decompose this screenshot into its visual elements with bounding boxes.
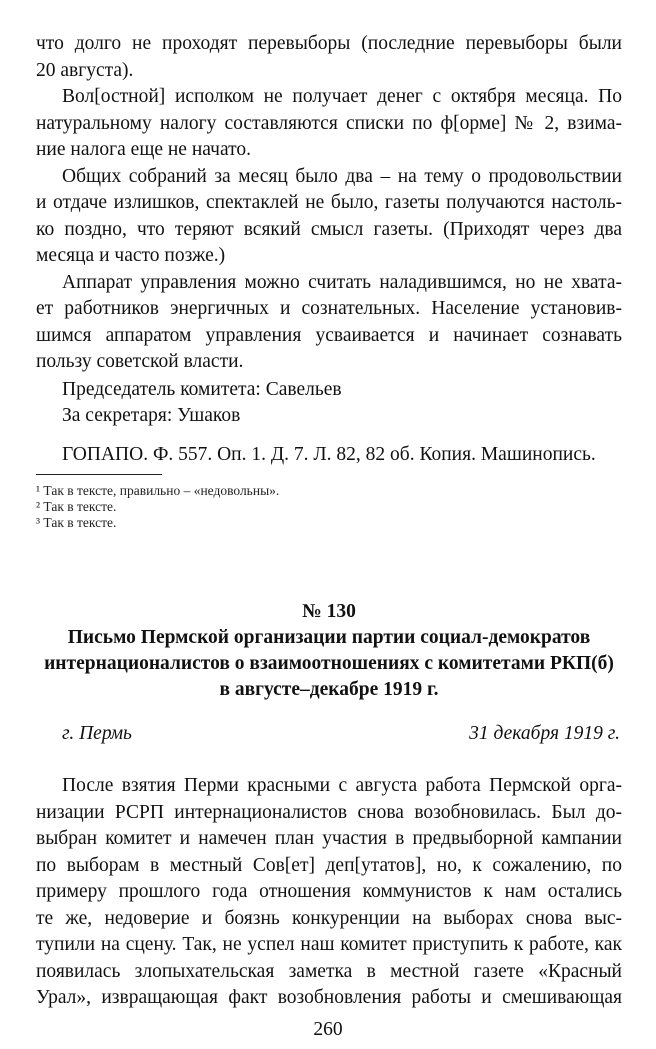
footnote: ³ Так в тексте.	[36, 515, 117, 530]
text-line: те же, недоверие и боязнь конкуренции на выборах снова выс-	[36, 908, 622, 929]
text-line: шимся аппаратом управления усваивается и начинает сознавать	[36, 325, 622, 346]
signature-chairman: Председатель комитета: Савельев	[62, 379, 342, 400]
text-line: 20 августа).	[36, 60, 134, 81]
text-line: по выборам в местный Сов[ет] деп[утатов], но, к сожалению, по	[36, 855, 622, 876]
text-line: натуральному налогу составляются списки по ф[орме] № 2, взима-	[36, 113, 622, 134]
text-line: и отдаче излишков, спектаклей не было, газеты получаются настоль-	[36, 192, 622, 213]
document-title-line: в августе–декабре 1919 г.	[219, 679, 439, 700]
document-place: г. Пермь	[62, 723, 132, 744]
document-title-line: Письмо Пермской организации партии социал-демократов	[67, 627, 591, 648]
text-line: ко поздно, что теряют всякий смысл газеты. (Приходят через два	[36, 219, 622, 240]
archive-source: ГОПАПО. Ф. 557. Оп. 1. Д. 7. Л. 82, 82 об. Копия. Машинопись.	[62, 444, 596, 465]
text-line: ние налога еще не начато.	[36, 139, 251, 160]
text-line: примеру прошлого года отношения коммунистов к нам остались	[36, 881, 622, 902]
text-line: месяца и часто позже.)	[36, 245, 226, 266]
text-line: появилась злопыхательская заметка в местной газете «Красный	[36, 961, 622, 982]
text-line: что долго не проходят перевыборы (последние перевыборы были	[36, 33, 622, 54]
text-line: выбран комитет и намечен план участия в предвыборной кампании	[36, 828, 622, 849]
document-date: 31 декабря 1919 г.	[469, 723, 620, 744]
footnote-divider	[36, 474, 162, 475]
text-line: низации РСРП интернационалистов снова возобновилась. Был до-	[36, 802, 622, 823]
text-line: Общих собраний за месяц было два – на тему о продовольствии	[62, 166, 622, 187]
text-line: Вол[остной] исполком не получает денег с октября месяца. По	[62, 86, 622, 107]
text-line: ет работников энергичных и сознательных. Население установив-	[36, 298, 622, 319]
text-line: тупили на сцену. Так, не успел наш комитет приступить к работе, как	[36, 934, 622, 955]
document-number: № 130	[302, 601, 356, 622]
footnote: ² Так в тексте.	[36, 499, 117, 514]
page-number: 260	[313, 1019, 343, 1040]
document-title-line: интернационалистов о взаимоотношениях с комитетами РКП(б)	[44, 653, 614, 674]
text-line: Урал», извращающая факт возобновления работы и смешивающая	[36, 987, 622, 1008]
text-line: пользу советской власти.	[36, 351, 244, 372]
text-line: После взятия Перми красными с августа работа Пермской орга-	[62, 775, 622, 796]
signature-secretary: За секретаря: Ушаков	[62, 405, 241, 426]
footnote: ¹ Так в тексте, правильно – «недовольны».	[36, 483, 280, 498]
text-line: Аппарат управления можно считать наладившимся, но не хвата-	[62, 272, 622, 293]
